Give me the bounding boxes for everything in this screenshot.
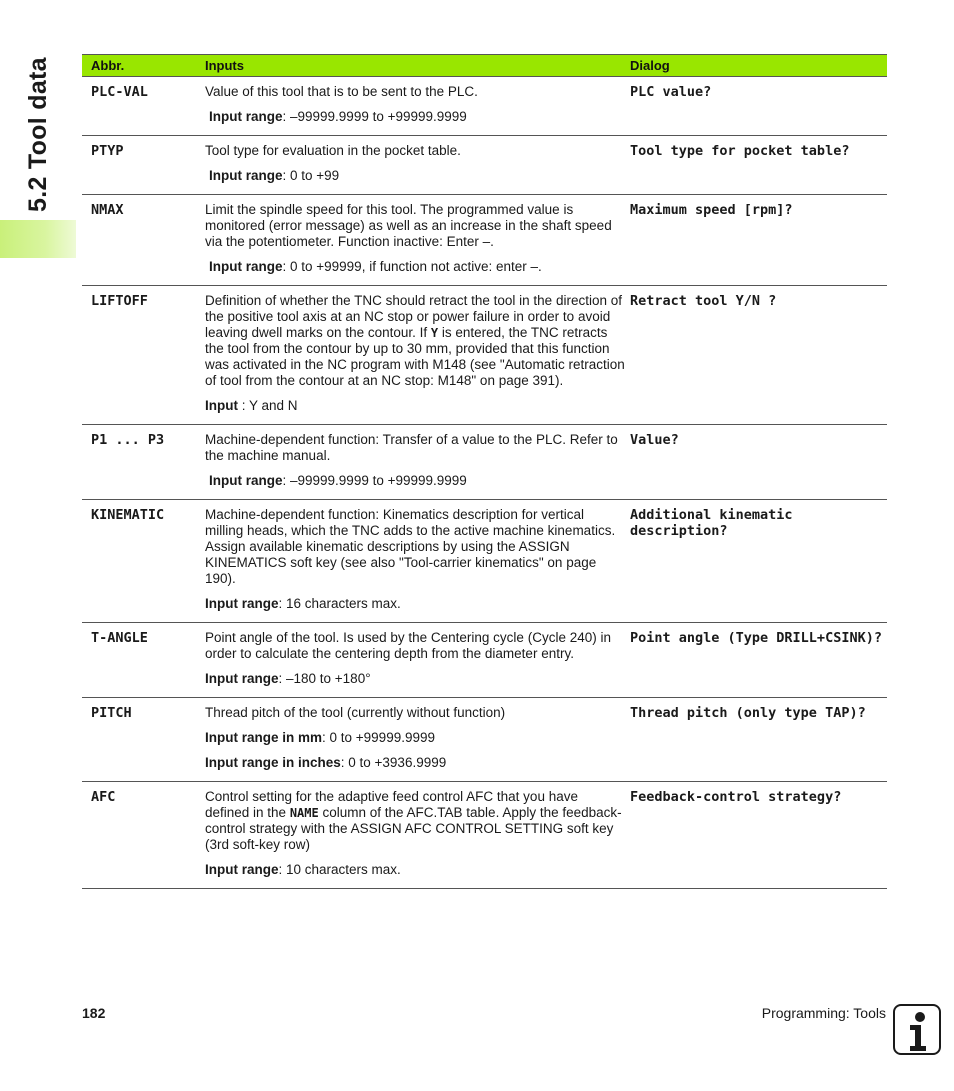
info-icon (893, 1004, 941, 1055)
table-row (82, 500, 887, 623)
header-abbr: Abbr. (82, 55, 191, 77)
row-abbr: KINEMATIC (82, 500, 191, 623)
table-row (82, 195, 887, 286)
row-description: Tool type for evaluation in the pocket table. (205, 143, 461, 158)
row-abbr: PLC-VAL (82, 77, 191, 136)
row-abbr: PTYP (82, 136, 191, 195)
table-header-row (82, 55, 887, 77)
row-dialog: Maximum speed [rpm]? (629, 195, 887, 286)
row-description: Thread pitch of the tool (currently without function) (205, 705, 506, 720)
row-input-range: Input range: 16 characters max. (205, 596, 401, 611)
row-abbr: P1 ... P3 (82, 425, 191, 500)
row-inputs (191, 77, 629, 136)
code-token: Y (430, 326, 439, 340)
row-description: Machine-dependent function: Transfer of a value to the PLC. Refer to the machine manual. (205, 432, 618, 463)
header-inputs: Inputs (191, 55, 629, 77)
row-inputs (191, 195, 629, 286)
row-description: Control setting for the adaptive feed control AFC that you have defined in the NAME column of the AFC.TAB table. Apply the feedback-control strategy with the ASSIGN AFC CONTROL SETTING soft key (3rd soft-key row) (205, 789, 622, 852)
row-abbr: AFC (82, 782, 191, 889)
row-abbr: PITCH (82, 698, 191, 782)
header-dialog: Dialog (629, 55, 887, 77)
row-input-range: Input range: –180 to +180° (205, 671, 371, 686)
row-inputs (191, 425, 629, 500)
table-row (82, 425, 887, 500)
row-input-range-mm: Input range in mm: 0 to +99999.9999 (205, 730, 435, 745)
table-row (82, 77, 887, 136)
row-input-range: Input range: 0 to +99999, if function not active: enter –. (209, 259, 542, 274)
row-dialog: Tool type for pocket table? (629, 136, 887, 195)
table-row (82, 136, 887, 195)
table-row (82, 286, 887, 425)
row-input-range: Input range: –99999.9999 to +99999.9999 (209, 109, 467, 124)
row-dialog: Additional kinematic description? (629, 500, 887, 623)
row-inputs (191, 782, 629, 889)
table-row (82, 623, 887, 698)
row-abbr: NMAX (82, 195, 191, 286)
row-dialog: Point angle (Type DRILL+CSINK)? (629, 623, 887, 698)
row-inputs (191, 500, 629, 623)
section-tab-marker (0, 220, 76, 258)
tool-data-table (82, 54, 887, 889)
row-description: Point angle of the tool. Is used by the Centering cycle (Cycle 240) in order to calculate the centering depth from the diameter entry. (205, 630, 611, 661)
row-input-range: Input range: 10 characters max. (205, 862, 401, 877)
row-dialog: Thread pitch (only type TAP)? (629, 698, 887, 782)
row-input-range: Input : Y and N (205, 398, 298, 413)
row-inputs (191, 623, 629, 698)
section-title: 5.2 Tool data (24, 57, 52, 212)
row-inputs (191, 136, 629, 195)
row-dialog: Value? (629, 425, 887, 500)
row-input-range-inches: Input range in inches: 0 to +3936.9999 (205, 755, 447, 770)
row-input-range: Input range: 0 to +99 (209, 168, 340, 183)
table-row (82, 698, 887, 782)
row-description: Definition of whether the TNC should retract the tool in the direction of the positive tool axis at an NC stop or power failure in order to avoid leaving dwell marks on the contour. If Y is entered, the TNC retracts the tool from the contour by up to 30 mm, provided that this function was activated in the NC program with M148 (see "Automatic retraction of tool from the contour at an NC stop: M148" on page 391). (205, 293, 625, 388)
chapter-title: Programming: Tools (761, 1005, 886, 1021)
row-dialog: PLC value? (629, 77, 887, 136)
row-description: Value of this tool that is to be sent to the PLC. (205, 84, 478, 99)
row-abbr: LIFTOFF (82, 286, 191, 425)
row-description: Limit the spindle speed for this tool. The programmed value is monitored (error message) as well as an increase in the shaft speed via the potentiometer. Function inactive: Enter –. (205, 202, 612, 249)
row-inputs (191, 698, 629, 782)
code-token: NAME (289, 806, 319, 820)
page-number: 182 (82, 1005, 106, 1021)
row-description: Machine-dependent function: Kinematics description for vertical milling heads, which the TNC adds to the active machine kinematics. Assign available kinematic descriptions by using the ASSIGN KINEMATICS soft key (see also "Tool-carrier kinematics" on page 190). (205, 507, 616, 586)
row-dialog: Retract tool Y/N ? (629, 286, 887, 425)
row-dialog: Feedback-control strategy? (629, 782, 887, 889)
row-inputs (191, 286, 629, 425)
row-input-range: Input range: –99999.9999 to +99999.9999 (209, 473, 467, 488)
table-row (82, 782, 887, 889)
row-abbr: T-ANGLE (82, 623, 191, 698)
